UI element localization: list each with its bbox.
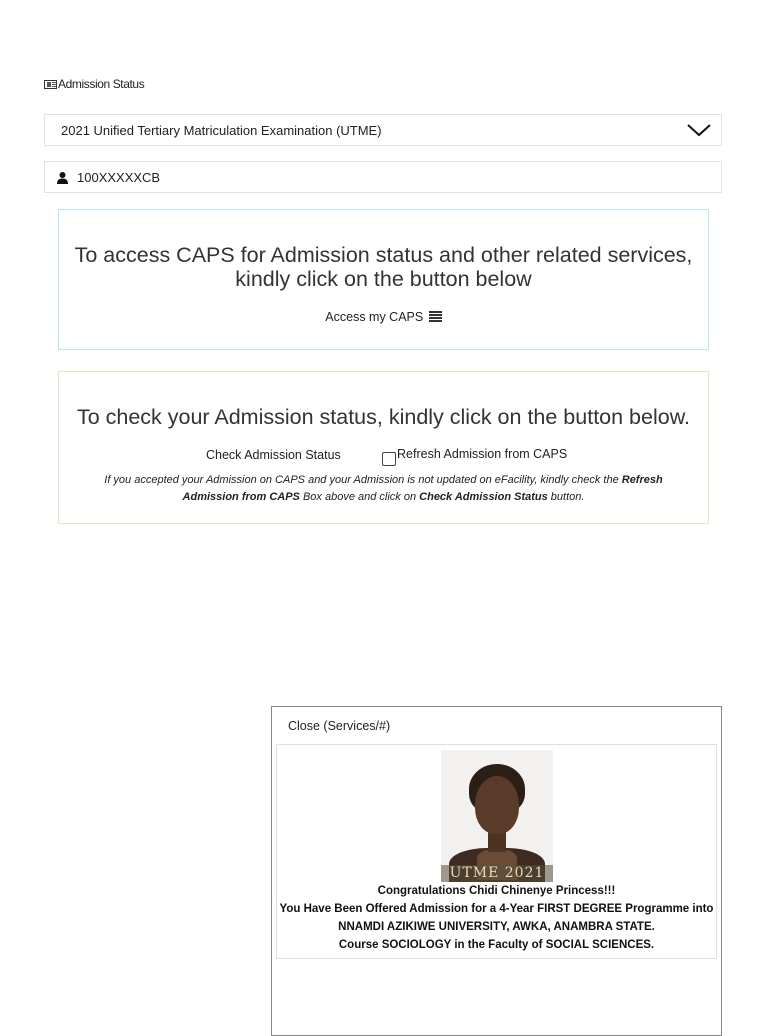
page-title: Admission Status — [58, 77, 145, 91]
close-button[interactable]: Close (Services/#) — [288, 719, 391, 733]
caps-panel — [58, 209, 709, 350]
page-heading — [44, 77, 144, 91]
access-caps-label: Access my CAPS — [325, 310, 424, 324]
access-caps-button[interactable] — [59, 310, 708, 324]
status-panel — [58, 371, 709, 524]
photo-watermark: UTME 2021 — [441, 865, 553, 882]
refresh-admission-label[interactable]: Refresh Admission from CAPS — [397, 447, 568, 461]
newspaper-icon — [44, 80, 57, 89]
chevron-down-icon — [685, 121, 713, 139]
course-line: Course SOCIOLOGY in the Faculty of SOCIAL SCIENCES. — [338, 939, 655, 951]
congrats-line: Congratulations Chidi Chinenye Princess!!! — [377, 885, 616, 897]
status-message: To check your Admission status, kindly click on the button below. — [76, 405, 691, 429]
note-text-2: Box above and click on — [299, 491, 420, 503]
exam-select[interactable] — [44, 114, 722, 146]
note-bold-2: Check Admission Status — [419, 491, 548, 503]
note-bold-1: Refresh Admission from CAPS — [182, 474, 663, 503]
status-note — [79, 472, 688, 506]
note-text-1: If you accepted your Admission on CAPS and your Admission is not updated on eFacility, kindly check the — [104, 474, 622, 486]
candidate-photo — [441, 750, 553, 882]
check-admission-status-button[interactable]: Check Admission Status — [206, 448, 341, 462]
exam-select-value: 2021 Unified Tertiary Matriculation Examination (UTME) — [61, 123, 382, 138]
user-icon — [57, 172, 68, 184]
admission-letter — [276, 744, 717, 959]
reg-number-field — [44, 161, 722, 193]
caps-message: To access CAPS for Admission status and other related services, kindly click on the button below — [74, 243, 693, 291]
offer-line: You Have Been Offered Admission for a 4-Year FIRST DEGREE Programme into — [279, 903, 714, 915]
server-icon — [429, 311, 442, 322]
institution-line: NNAMDI AZIKIWE UNIVERSITY, AWKA, ANAMBRA STATE. — [338, 921, 655, 933]
reg-number: 100XXXXXCB — [77, 170, 161, 185]
admission-message — [277, 882, 716, 954]
admission-modal — [271, 706, 722, 1036]
note-text-3: button. — [547, 491, 585, 503]
refresh-admission-checkbox[interactable] — [382, 452, 396, 466]
